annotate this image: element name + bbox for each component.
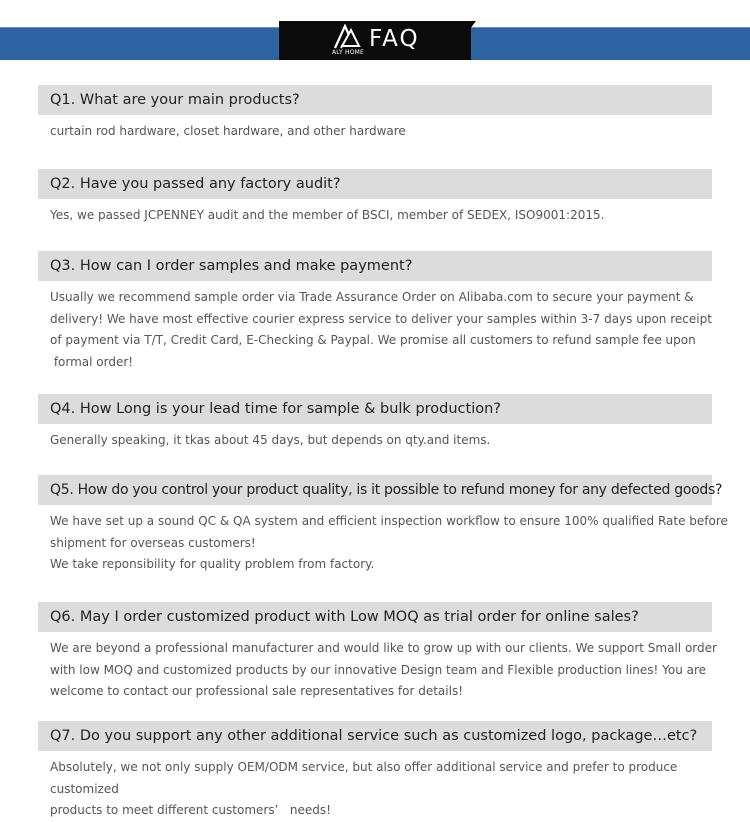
faq-answer: Yes, we passed JCPENNEY audit and the member of BSCI, member of SEDEX, ISO9001:2015.	[50, 208, 605, 222]
faq-question: Q1. What are your main products?	[38, 85, 712, 115]
faq-answer: Usually we recommend sample order via Trade Assurance Order on Alibaba.com to secure your payment & delivery! We have most effective courier express service to deliver your samples within 3-7 days upon receipt of payment via T/T, Credit Card, E-Checking & Paypal. We promise all customers to refund sample fee upon formal order!	[50, 290, 712, 369]
faq-list	[38, 85, 728, 818]
faq-answer: curtain rod hardware, closet hardware, and other hardware	[50, 124, 406, 138]
logo-text: ALY HOME	[331, 49, 365, 56]
faq-question: Q5. How do you control your product quality, is it possible to refund money for any defected goods?	[38, 475, 712, 505]
faq-answer: We have set up a sound QC & QA system and efficient inspection workflow to ensure 100% qualified Rate before shipment for overseas customers! We take reponsibility for quality problem from factory.	[50, 514, 728, 572]
faq-item-7	[38, 721, 712, 818]
faq-question: Q2. Have you passed any factory audit?	[38, 169, 712, 199]
faq-question: Q4. How Long is your lead time for sample & bulk production?	[38, 394, 712, 424]
faq-item-1	[38, 85, 712, 169]
faq-item-2	[38, 169, 712, 251]
faq-answer: Generally speaking, it tkas about 45 days, but depends on qty.and items.	[50, 433, 491, 447]
faq-answer: Absolutely, we not only supply OEM/ODM service, but also offer additional service and prefer to produce customized products to meet different customers’ needs!	[50, 760, 678, 818]
faq-item-4	[38, 394, 712, 475]
faq-answer: We are beyond a professional manufacturer and would like to grow up with our clients. We support Small order with low MOQ and customized products by our innovative Design team and Flexible production lines! You are welcome to contact our professional sale representatives for details!	[50, 641, 717, 699]
faq-item-6	[38, 602, 717, 721]
faq-question: Q6. May I order customized product with Low MOQ as trial order for online sales?	[38, 602, 712, 632]
faq-question: Q3. How can I order samples and make payment?	[38, 251, 712, 281]
page-title: FAQ	[369, 26, 420, 52]
faq-item-5	[38, 475, 728, 602]
faq-item-3	[38, 251, 712, 394]
faq-question: Q7. Do you support any other additional service such as customized logo, package…etc?	[38, 721, 712, 751]
faq-badge	[279, 21, 471, 60]
